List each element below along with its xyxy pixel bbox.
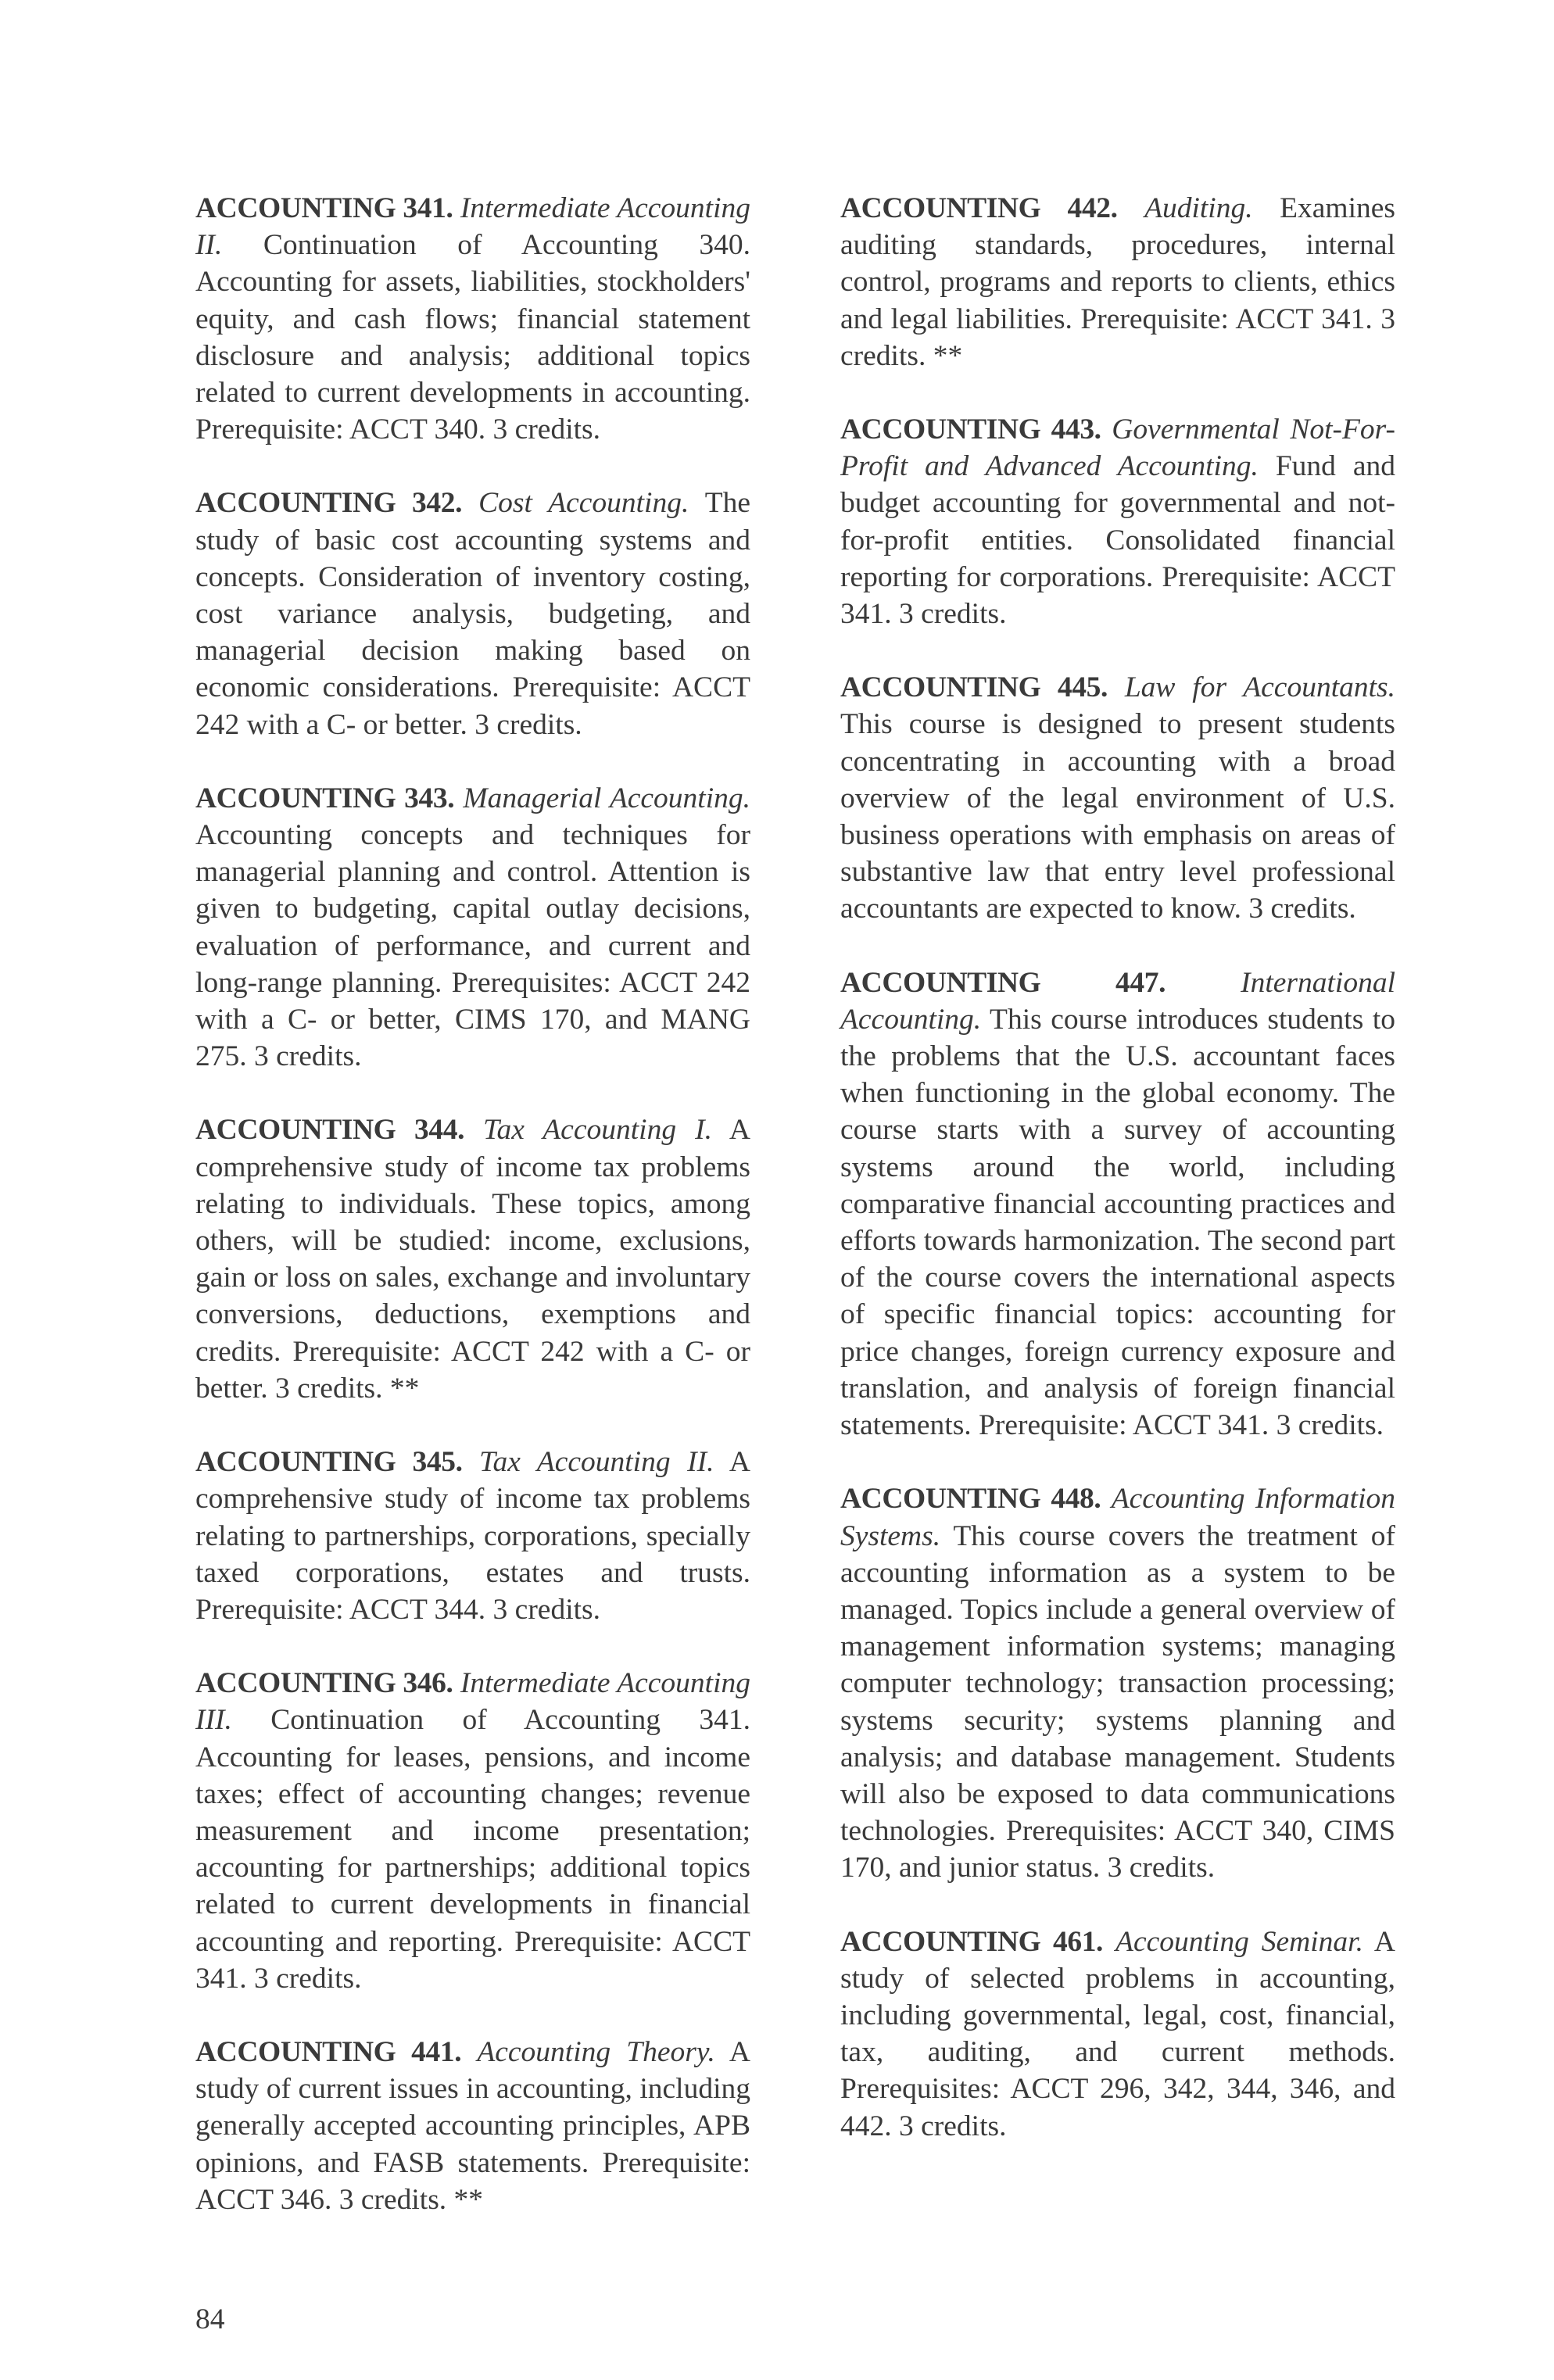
course-entry-acct-346 xyxy=(195,1665,750,1997)
course-title: Tax Accounting II. xyxy=(479,1446,714,1479)
course-title: Intermediate Accounting II. xyxy=(195,192,750,262)
course-title: Intermediate Accounting III. xyxy=(195,1667,750,1737)
course-entry-acct-448 xyxy=(840,1480,1395,1886)
course-heading: ACCOUNTING 447. xyxy=(840,966,1166,999)
course-title: International Accounting. xyxy=(840,966,1395,1036)
left-column xyxy=(195,190,750,2255)
course-description: This course is designed to present students concentrating in accounting with a broad overview of the legal environment of U.S. business operations with emphasis on areas of substantive law that entry level professional accountants are expected to know. 3 credits. xyxy=(840,708,1395,925)
course-description: A comprehensive study of income tax problems relating to partnerships, corporations, specially taxed corporations, estates and trusts. Prerequisite: ACCT 344. 3 credits. xyxy=(195,1446,751,1626)
course-entry-acct-461 xyxy=(840,1924,1395,2145)
course-title: Law for Accountants. xyxy=(1124,671,1396,704)
course-heading: ACCOUNTING 343. xyxy=(195,782,455,814)
course-entry-acct-343 xyxy=(195,780,750,1075)
course-description: A study of selected problems in accounting, including governmental, legal, cost, financial, tax, auditing, and current methods. Prerequisites: ACCT 296, 342, 344, 346, and 442. 3 credits. xyxy=(840,1925,1396,2142)
course-description: A comprehensive study of income tax problems relating to individuals. These topics, among others, will be studied: income, exclusions, gain or loss on sales, exchange and involuntary conversions, deductions, exemptions and credits. Prerequisite: ACCT 242 with a C- or better. 3 credits. ** xyxy=(195,1114,751,1405)
course-heading: ACCOUNTING 344. xyxy=(195,1114,465,1147)
course-entry-acct-443 xyxy=(840,411,1395,632)
course-heading: ACCOUNTING 341. xyxy=(195,192,453,224)
course-heading: ACCOUNTING 441. xyxy=(195,2035,462,2068)
course-entry-acct-342 xyxy=(195,485,750,743)
course-heading: ACCOUNTING 443. xyxy=(840,413,1101,446)
course-heading: ACCOUNTING 345. xyxy=(195,1446,463,1479)
course-title: Governmental Not-For-Profit and Advanced Accounting. xyxy=(840,413,1395,483)
course-title: Accounting Theory. xyxy=(477,2035,715,2068)
course-title: Managerial Accounting. xyxy=(463,782,751,814)
course-heading: ACCOUNTING 342. xyxy=(195,487,463,520)
course-heading: ACCOUNTING 445. xyxy=(840,671,1108,704)
course-entry-acct-344 xyxy=(195,1111,750,1407)
course-description: Continuation of Accounting 341. Accounting for leases, pensions, and income taxes; effect of accounting changes; revenue measurement and income presentation; accounting for partnerships; additional topics related to current developments in financial accounting and reporting. Prerequisite: ACCT 341. 3 credits. xyxy=(195,1704,750,1995)
course-entry-acct-442 xyxy=(840,190,1395,374)
course-description: The study of basic cost accounting systems and concepts. Consideration of inventory costing, cost variance analysis, budgeting, and managerial decision making based on economic considerations. Prerequisite: ACCT 242 with a C- or better. 3 credits. xyxy=(195,487,751,741)
course-entry-acct-445 xyxy=(840,669,1395,927)
course-heading: ACCOUNTING 461. xyxy=(840,1925,1104,1958)
course-heading: ACCOUNTING 448. xyxy=(840,1483,1101,1516)
course-title: Tax Accounting I. xyxy=(483,1114,712,1147)
course-entry-acct-341 xyxy=(195,190,750,448)
course-entry-acct-441 xyxy=(195,2034,750,2218)
course-heading: ACCOUNTING 442. xyxy=(840,192,1118,224)
course-title: Accounting Seminar. xyxy=(1115,1925,1363,1958)
course-entry-acct-345 xyxy=(195,1444,750,1628)
course-description: This course covers the treatment of accounting information as a system to be managed. Topics include a general overview of management information systems; managing computer technology; transaction processing; systems security; systems planning and analysis; and database management. Students will also be exposed to data communications technologies. Prerequisites: ACCT 340, CIMS 170, and junior status. 3 credits. xyxy=(840,1519,1395,1884)
course-title: Cost Accounting. xyxy=(478,487,689,520)
course-heading: ACCOUNTING 346. xyxy=(195,1667,453,1700)
course-description: This course introduces students to the problems that the U.S. accountant faces when functioning in the global economy. The course starts with a survey of accounting systems around the world, including comparative financial accounting practices and efforts towards harmonization. The second part of the course covers the international aspects of specific financial topics: accounting for price changes, foreign currency exposure and translation, and analysis of foreign financial statements. Prerequisite: ACCT 341. 3 credits. xyxy=(840,1003,1395,1442)
right-column xyxy=(840,190,1395,2181)
course-title: Auditing. xyxy=(1144,192,1253,224)
course-description: Continuation of Accounting 340. Accounting for assets, liabilities, stockholders' equity, and cash flows; financial statement disclosure and analysis; additional topics related to current developments in accounting. Prerequisite: ACCT 340. 3 credits. xyxy=(195,229,750,446)
course-description: Fund and budget accounting for governmental and not-for-profit entities. Consolidated financial reporting for corporations. Prerequisite: ACCT 341. 3 credits. xyxy=(840,450,1396,631)
page-number: 84 xyxy=(195,2303,225,2335)
course-description: Examines auditing standards, procedures, internal control, programs and reports to clients, ethics and legal liabilities. Prerequisite: ACCT 341. 3 credits. ** xyxy=(840,192,1395,372)
course-entry-acct-447 xyxy=(840,965,1395,1444)
course-description: A study of current issues in accounting, including generally accepted accounting principles, APB opinions, and FASB statements. Prerequisite: ACCT 346. 3 credits. ** xyxy=(195,2035,751,2216)
course-title: Accounting Information Systems. xyxy=(840,1483,1395,1552)
course-description: Accounting concepts and techniques for managerial planning and control. Attention is given to budgeting, capital outlay decisions, evaluation of performance, and current and long-range planning. Prerequisites: ACCT 242 with a C- or better, CIMS 170, and MANG 275. 3 credits. xyxy=(195,819,750,1073)
